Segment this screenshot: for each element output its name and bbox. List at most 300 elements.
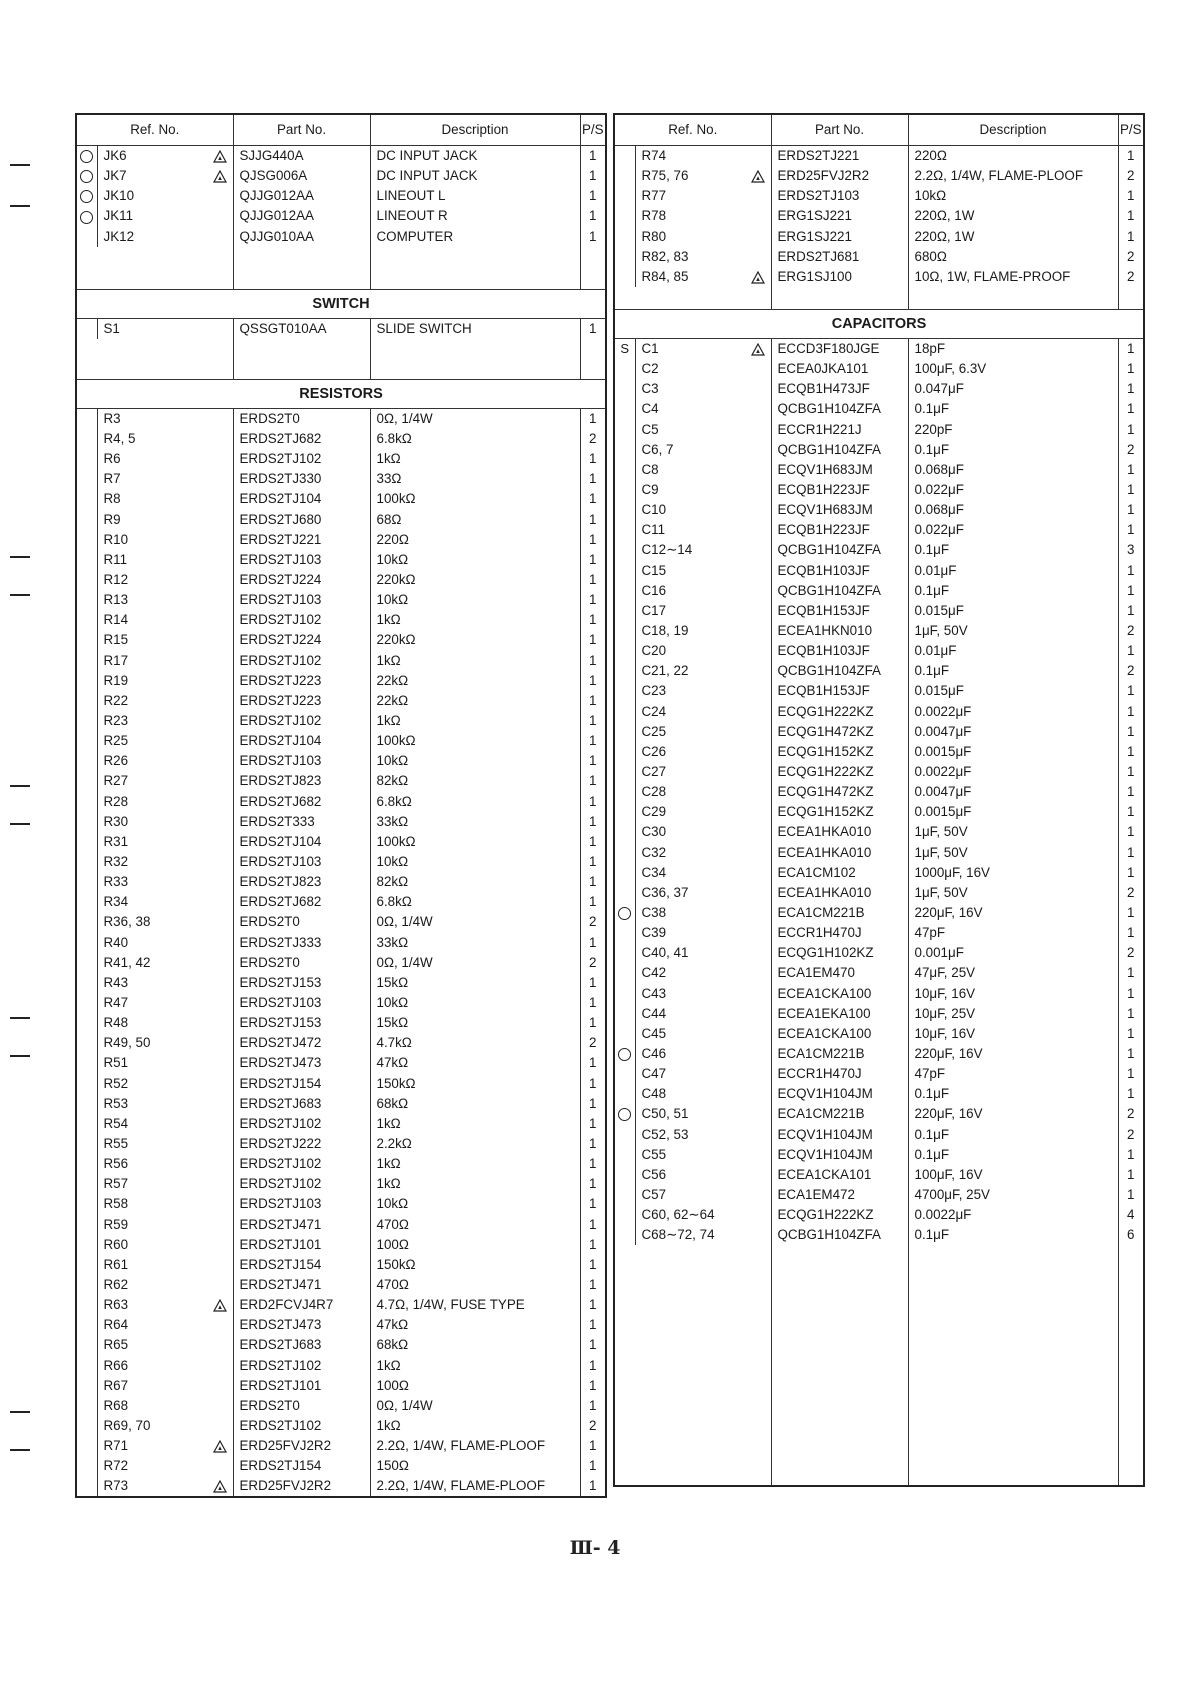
margin-tick [10,823,30,825]
mark-cell [76,1255,97,1275]
ref-no: C15 [641,562,667,578]
description: 2.2Ω, 1/4W, FLAME-PLOOF [908,166,1118,186]
spacer-cell [771,287,908,310]
mark-cell [614,186,635,206]
part-no: ERDS2TJ471 [233,1214,370,1234]
part-no: ECQV1H104JM [771,1124,908,1144]
ps-qty: 1 [1118,863,1144,883]
ps-qty: 1 [580,1235,606,1255]
part-no: ERDS2TJ102 [233,610,370,630]
description: 220Ω, 1W [908,227,1118,247]
capacitors-section-title-row [614,309,1144,338]
parts-table-left-body [76,146,606,1498]
warning-triangle-icon [751,342,765,355]
warning-triangle-icon [213,149,227,162]
part-no: ERD2FCVJ4R7 [233,1295,370,1315]
spacer-cell [908,287,1118,310]
mark-cell [76,1396,97,1416]
part-no: ECEA1CKA100 [771,983,908,1003]
mark-cell [76,186,97,206]
mark-cell [76,206,97,226]
part-no: ECQB1H223JF [771,480,908,500]
mark-cell [614,338,635,359]
mark-cell [76,1335,97,1355]
ref-no: C60, 62∼64 [641,1207,715,1223]
mark-cell [614,802,635,822]
ref-no: R6 [103,451,121,467]
ref-no-cell [97,166,233,186]
ref-no: R51 [103,1055,129,1071]
ref-no-cell [635,247,771,267]
warning-triangle-icon [751,270,765,283]
description: 150Ω [370,1456,580,1476]
part-no: ERDS2TJ223 [233,691,370,711]
mark-cell [76,1416,97,1436]
ref-no: R32 [103,854,129,869]
resistor-row [76,671,606,691]
mark-cell [614,641,635,661]
mark-cell [76,1174,97,1194]
ref-no-cell [97,933,233,953]
description: 0.1μF [908,440,1118,460]
part-no: ECEA1HKA010 [771,883,908,903]
ref-no-cell [97,1275,233,1295]
description: 1kΩ [370,449,580,469]
part-no: ERDS2TJ681 [771,247,908,267]
mark-cell [614,227,635,247]
spacer-cell [1118,1245,1144,1486]
ref-no-cell [97,186,233,206]
description: 1kΩ [370,1416,580,1436]
ps-qty: 1 [580,469,606,489]
part-no: ERDS2TJ103 [771,186,908,206]
ref-no: R22 [103,692,129,708]
ref-no-cell [635,802,771,822]
resistor-row [76,1396,606,1416]
part-no: ECA1CM221B [771,1044,908,1064]
ref-no: R27 [103,773,129,789]
spacer-row [76,247,606,290]
part-no: ERDS2TJ154 [233,1073,370,1093]
ref-no-cell [635,782,771,802]
description: 4.7kΩ [370,1033,580,1053]
mark-cell [614,782,635,802]
jack-row [76,186,606,206]
capacitor-row [614,681,1144,701]
description: 0.0047μF [908,782,1118,802]
mark-cell [76,751,97,771]
description: 470Ω [370,1214,580,1234]
ref-no-cell [635,702,771,722]
ref-no-cell [635,561,771,581]
spacer-row [76,339,606,380]
description: 10kΩ [908,186,1118,206]
ref-no-cell [97,1476,233,1497]
description: DC INPUT JACK [370,146,580,167]
mark-cell [76,1194,97,1214]
ps-qty: 1 [580,1094,606,1114]
ps-qty: 2 [1118,267,1144,287]
ps-qty: 1 [580,651,606,671]
ref-no: R53 [103,1095,129,1111]
ref-no-cell [635,480,771,500]
spacer-cell [1118,287,1144,310]
description: 10kΩ [370,852,580,872]
ref-no-cell [97,1376,233,1396]
ps-qty: 1 [580,1476,606,1497]
resistor-row [76,1114,606,1134]
part-no: ERDS2T0 [233,912,370,932]
header-ps: P/S [580,114,606,146]
ref-no-cell [97,206,233,226]
ref-no-cell [635,206,771,226]
resistor-row [76,973,606,993]
part-no: ECQG1H222KZ [771,702,908,722]
part-no: QCBG1H104ZFA [771,1225,908,1245]
description: 680Ω [908,247,1118,267]
description: 10kΩ [370,1194,580,1214]
resistor-row [614,166,1144,186]
resistor-row [76,1275,606,1295]
description: 10Ω, 1W, FLAME-PROOF [908,267,1118,287]
description: 0.01μF [908,641,1118,661]
ref-no: C43 [641,985,667,1001]
mark-cell [614,359,635,379]
mark-cell [614,722,635,742]
ref-no-cell [97,1295,233,1315]
ref-no: R14 [103,612,129,628]
safety-circle-icon [80,170,93,183]
ps-qty: 1 [580,792,606,812]
resistor-row [76,1355,606,1375]
part-no: ERDS2TJ154 [233,1255,370,1275]
ps-qty: 1 [580,1335,606,1355]
mark-cell [76,1235,97,1255]
mark-cell [614,822,635,842]
ps-qty: 1 [1118,1165,1144,1185]
mark-cell [614,1124,635,1144]
mark-cell [614,1044,635,1064]
resistor-row [614,206,1144,226]
part-no: ERDS2T333 [233,812,370,832]
ref-no-cell [97,953,233,973]
header-description: Description [370,114,580,146]
resistor-row [76,1094,606,1114]
part-no: ERD25FVJ2R2 [233,1436,370,1456]
description: 220μF, 16V [908,903,1118,923]
description: 220Ω, 1W [908,206,1118,226]
ref-no: C44 [641,1005,667,1021]
ps-qty: 2 [1118,1104,1144,1124]
ref-no: C46 [641,1045,667,1061]
resistor-row [76,1335,606,1355]
warning-triangle-icon [213,1439,227,1452]
mark-cell [614,420,635,440]
header-description: Description [908,114,1118,146]
part-no: ECQB1H103JF [771,641,908,661]
ref-no: R12 [103,572,129,588]
description: 0.0015μF [908,742,1118,762]
ps-qty: 1 [580,1295,606,1315]
ps-qty: 2 [1118,883,1144,903]
ref-no: R82, 83 [641,248,689,264]
ref-no-cell [97,1073,233,1093]
mark-cell [614,863,635,883]
ref-no-cell [635,520,771,540]
ref-no: R60 [103,1236,129,1252]
ps-qty: 2 [580,429,606,449]
description: 0.022μF [908,520,1118,540]
resistor-row [76,852,606,872]
capacitor-row [614,1225,1144,1245]
capacitor-row [614,983,1144,1003]
capacitor-row [614,601,1144,621]
ps-qty: 1 [580,206,606,226]
part-no: ERG1SJ221 [771,206,908,226]
description: 6.8kΩ [370,892,580,912]
description: COMPUTER [370,227,580,247]
capacitor-row [614,1104,1144,1124]
ps-qty: 1 [1118,1145,1144,1165]
mark-cell [614,1104,635,1124]
mark-cell [614,1205,635,1225]
ref-no: C47 [641,1066,667,1082]
margin-tick [10,1411,30,1413]
capacitor-row [614,399,1144,419]
part-no: ECQG1H222KZ [771,1205,908,1225]
resistor-row [76,610,606,630]
description: 220μF, 16V [908,1104,1118,1124]
mark-cell [76,570,97,590]
spacer-cell [635,1245,771,1486]
description: 100Ω [370,1376,580,1396]
part-no: ERDS2TJ680 [233,510,370,530]
ref-no-cell [97,408,233,429]
resistor-row [76,1255,606,1275]
description: 1kΩ [370,1154,580,1174]
description: 47pF [908,923,1118,943]
part-no: ECQG1H152KZ [771,742,908,762]
ref-no: R67 [103,1377,129,1393]
part-no: ECEA1HKA010 [771,822,908,842]
ps-qty: 1 [580,892,606,912]
ps-qty: 1 [580,872,606,892]
resistors-section-title-row [76,379,606,408]
ref-no-cell [635,186,771,206]
description: 1μF, 50V [908,621,1118,641]
ps-qty: 1 [580,852,606,872]
ref-no: R84, 85 [641,268,689,284]
part-no: ERDS2TJ224 [233,630,370,650]
mark-cell [76,1275,97,1295]
part-no: ERDS2TJ154 [233,1456,370,1476]
ref-no-cell [97,630,233,650]
part-no: ERDS2TJ473 [233,1315,370,1335]
capacitor-row [614,480,1144,500]
resistor-row [76,510,606,530]
ref-no: C11 [641,522,666,538]
mark-cell [76,408,97,429]
description: LINEOUT L [370,186,580,206]
ref-no-cell [635,1044,771,1064]
ps-qty: 1 [580,227,606,247]
description: 0.0047μF [908,722,1118,742]
ps-qty: 1 [1118,1004,1144,1024]
part-no: ERDS2TJ682 [233,892,370,912]
ps-qty: 1 [580,1376,606,1396]
capacitor-row [614,742,1144,762]
resistor-row [76,630,606,650]
ref-no: C28 [641,784,667,800]
mark-cell [76,530,97,550]
mark-cell [76,610,97,630]
ps-qty: 1 [580,671,606,691]
ref-no: C2 [641,361,659,377]
description: 47kΩ [370,1315,580,1335]
mark-cell [76,1355,97,1375]
ps-qty: 1 [580,1214,606,1234]
ref-no: C17 [641,602,667,618]
ps-qty: 1 [1118,1084,1144,1104]
description: 0.068μF [908,460,1118,480]
description: 4.7Ω, 1/4W, FUSE TYPE [370,1295,580,1315]
ref-no: C45 [641,1025,667,1041]
ps-qty: 1 [580,550,606,570]
mark-cell [614,520,635,540]
resistor-row [76,993,606,1013]
resistor-row [76,691,606,711]
resistor-row [76,489,606,509]
part-no: ERDS2TJ101 [233,1235,370,1255]
description: 33kΩ [370,933,580,953]
part-no: ERDS2TJ103 [233,993,370,1013]
capacitor-row [614,1165,1144,1185]
capacitor-row [614,641,1144,661]
ref-no-cell [97,1315,233,1335]
spacer-cell [76,247,97,290]
resistor-row [76,1194,606,1214]
description: 4700μF, 25V [908,1185,1118,1205]
ref-no: R66 [103,1357,129,1373]
description: 1kΩ [370,1355,580,1375]
description: 0.068μF [908,500,1118,520]
mark-cell [614,1145,635,1165]
resistor-row [76,1214,606,1234]
ref-no-cell [97,1134,233,1154]
mark-cell [76,651,97,671]
ref-no: C32 [641,844,667,860]
ref-no: C48 [641,1086,667,1102]
ref-no-cell [97,912,233,932]
ref-no: C9 [641,482,659,498]
ps-qty: 1 [580,1114,606,1134]
description: 0Ω, 1/4W [370,1396,580,1416]
description: 0.1μF [908,1145,1118,1165]
capacitor-row [614,903,1144,923]
description: 0.022μF [908,480,1118,500]
ref-no-cell [635,722,771,742]
part-no: ECQG1H152KZ [771,802,908,822]
ps-qty: 1 [580,1355,606,1375]
ps-qty: 1 [580,711,606,731]
description: 18pF [908,338,1118,359]
ps-qty: 1 [1118,903,1144,923]
spacer-cell [614,287,635,310]
part-no: ERDS2T0 [233,953,370,973]
ref-no: R28 [103,793,129,809]
part-no: ERDS2TJ823 [233,771,370,791]
ref-no: C29 [641,804,667,820]
part-no: ECQG1H472KZ [771,782,908,802]
part-no: ECEA1HKA010 [771,843,908,863]
ps-qty: 1 [580,1013,606,1033]
ref-no: R72 [103,1458,129,1474]
ref-no: C26 [641,743,667,759]
ref-no: JK11 [103,208,134,224]
description: 150kΩ [370,1255,580,1275]
ref-no: C23 [641,683,667,699]
ref-no: C50, 51 [641,1106,689,1122]
description: 100kΩ [370,489,580,509]
resistor-row [614,186,1144,206]
ps-qty: 1 [1118,1185,1144,1205]
mark-cell [76,1456,97,1476]
ref-no-cell [97,691,233,711]
ps-qty: 1 [580,1194,606,1214]
ps-qty: 1 [1118,480,1144,500]
ref-no: C16 [641,582,667,598]
part-no: ERD25FVJ2R2 [233,1476,370,1497]
part-no: ERDS2T0 [233,1396,370,1416]
ref-no-cell [635,621,771,641]
ref-no-cell [635,379,771,399]
part-no: ECQB1H153JF [771,601,908,621]
description: 1000μF, 16V [908,863,1118,883]
part-no: QJSG006A [233,166,370,186]
mark-cell [614,247,635,267]
part-no: ERDS2TJ102 [233,711,370,731]
ps-qty: 1 [580,1396,606,1416]
part-no: ECQB1H103JF [771,561,908,581]
capacitor-row [614,460,1144,480]
description: 100μF, 16V [908,1165,1118,1185]
ref-no-cell [635,883,771,903]
mark-cell [76,731,97,751]
mark-cell [76,469,97,489]
ps-qty: 1 [1118,420,1144,440]
ps-qty: 1 [1118,822,1144,842]
part-no: ERDS2TJ682 [233,429,370,449]
switch-section-title-row [76,289,606,318]
mark-cell [76,1013,97,1033]
description: 0Ω, 1/4W [370,953,580,973]
resistor-row [614,146,1144,167]
part-no: QJJG012AA [233,186,370,206]
ref-no: R56 [103,1156,129,1172]
mark-cell [614,661,635,681]
description: 0.1μF [908,1225,1118,1245]
ref-no: R15 [103,632,129,648]
ps-qty: 1 [580,186,606,206]
description: LINEOUT R [370,206,580,226]
margin-tick [10,205,30,207]
header-row [76,114,606,146]
spacer-cell [771,1245,908,1486]
ref-no-cell [97,1255,233,1275]
capacitor-row [614,500,1144,520]
capacitor-row [614,621,1144,641]
part-no: ERDS2TJ102 [233,449,370,469]
